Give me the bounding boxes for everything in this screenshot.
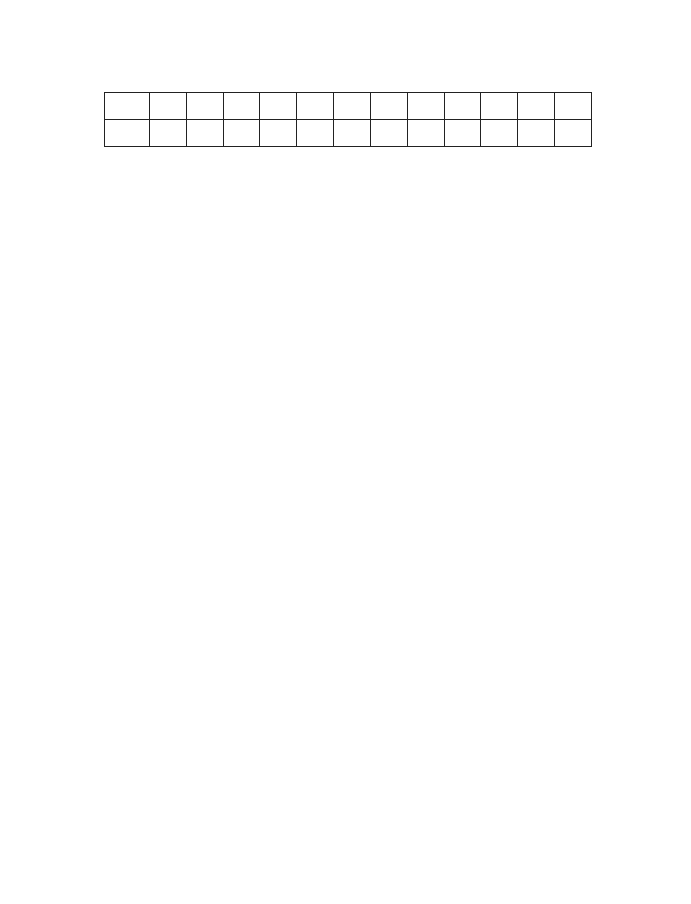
question-number — [481, 93, 518, 120]
answer-cell — [223, 120, 260, 147]
answer-cell — [518, 120, 555, 147]
answer-cell — [297, 120, 334, 147]
question-number — [518, 93, 555, 120]
question-number — [370, 93, 407, 120]
answer-cell — [150, 120, 187, 147]
question-number — [297, 93, 334, 120]
answer-cell — [481, 120, 518, 147]
answer-cell — [370, 120, 407, 147]
question-number — [334, 93, 371, 120]
question-number — [555, 93, 592, 120]
row-label-answer — [105, 120, 150, 147]
answer-cell — [334, 120, 371, 147]
question-number — [260, 93, 297, 120]
answer-cell — [260, 120, 297, 147]
answer-row — [105, 120, 592, 147]
answer-cell — [555, 120, 592, 147]
question-number — [223, 93, 260, 120]
answer-table — [104, 92, 592, 147]
question-number — [444, 93, 481, 120]
question-number — [407, 93, 444, 120]
answer-cell — [186, 120, 223, 147]
question-number — [150, 93, 187, 120]
question-number — [186, 93, 223, 120]
number-row — [105, 93, 592, 120]
answer-cell — [407, 120, 444, 147]
row-label-number — [105, 93, 150, 120]
answer-cell — [444, 120, 481, 147]
